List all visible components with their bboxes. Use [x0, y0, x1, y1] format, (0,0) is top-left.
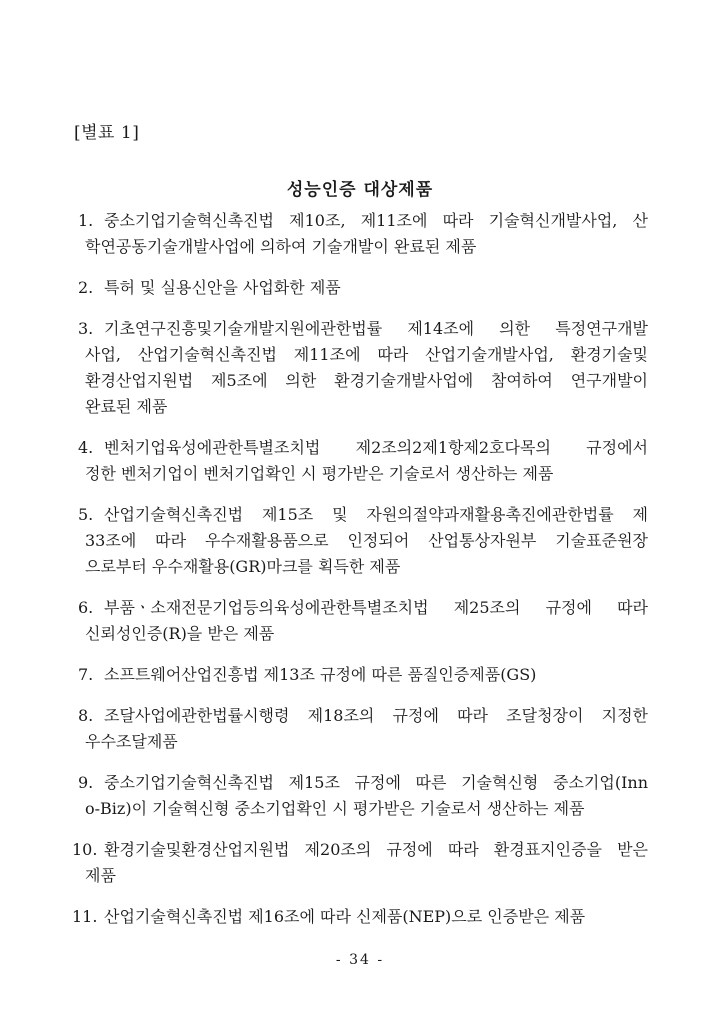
item-text-line: 산업기술혁신촉진법 제15조 및 자원의절약과재활용촉진에관한법률 제 [104, 505, 648, 524]
item-text-line: 조달사업에관한법률시행령 제18조의 규정에 따라 조달청장이 지정한 [104, 706, 648, 725]
item-number: 3. [78, 319, 94, 338]
item-number: 8. [78, 706, 94, 725]
item-text-line: 사업, 산업기술혁신촉진법 제11조에 따라 산업기술개발사업, 환경기술및 [85, 345, 648, 364]
list-item [78, 595, 648, 647]
item-text-line: 정한 벤처기업이 벤처기업확인 시 평가받은 기술로서 생산하는 제품 [85, 464, 554, 483]
item-text-line: 으로부터 우수재활용(GR)마크를 획득한 제품 [85, 557, 401, 576]
item-number: 2. [78, 278, 94, 297]
item-text-line: 기초연구진흥및기술개발지원에관한법률 제14조에 의한 특정연구개발 [104, 319, 648, 338]
item-text-line: 제품 [85, 866, 116, 885]
item-text-line: 소프트웨어산업진흥법 제13조 규정에 따른 품질인증제품(GS) [104, 665, 537, 684]
item-text-line: 완료된 제품 [85, 397, 168, 416]
item-text-line: 부품ㆍ소재전문기업등의육성에관한특별조치법 제25조의 규정에 따라 [104, 598, 648, 617]
page-number: - 34 - [335, 952, 385, 968]
list-item [78, 703, 648, 755]
item-text-line: 학연공동기술개발사업에 의하여 기술개발이 완료된 제품 [85, 237, 477, 256]
item-text-line: 환경기술및환경산업지원법 제20조의 규정에 따라 환경표지인증을 받은 [104, 840, 648, 859]
item-text-line: 특허 및 실용신안을 사업화한 제품 [104, 278, 341, 297]
list-item [78, 502, 648, 580]
item-text-line: 환경산업지원법 제5조에 의한 환경기술개발사업에 참여하여 연구개발이 [85, 371, 648, 390]
item-text-line: 우수조달제품 [85, 732, 178, 751]
item-text-line: 벤처기업육성에관한특별조치법 제2조의2제1항제2호다목의 규정에서 [104, 438, 648, 457]
list-item [78, 316, 648, 420]
list-item [78, 435, 648, 487]
list-item [72, 837, 648, 889]
document-title: 성능인증 대상제품 [286, 180, 434, 200]
item-number: 10. [72, 840, 98, 859]
item-number: 5. [78, 505, 94, 524]
list-item [78, 770, 648, 822]
item-list [72, 208, 648, 945]
item-text-line: o-Biz)이 기술혁신형 중소기업확인 시 평가받은 기술로서 생산하는 제품 [85, 799, 585, 818]
attachment-label: [별표 1] [74, 123, 140, 143]
item-number: 7. [78, 665, 94, 684]
item-number: 1. [78, 211, 94, 230]
item-number: 9. [78, 773, 94, 792]
list-item [78, 275, 648, 301]
item-text-line: 신뢰성인증(R)을 받은 제품 [85, 624, 275, 643]
list-item [78, 662, 648, 688]
item-number: 4. [78, 438, 94, 457]
item-number: 11. [72, 907, 98, 926]
list-item [78, 208, 648, 260]
item-number: 6. [78, 598, 94, 617]
item-text-line: 33조에 따라 우수재활용품으로 인정되어 산업통상자원부 기술표준원장 [85, 531, 648, 550]
list-item [72, 904, 648, 930]
item-text-line: 중소기업기술혁신촉진법 제15조 규정에 따른 기술혁신형 중소기업(Inn [104, 773, 648, 792]
item-text-line: 산업기술혁신촉진법 제16조에 따라 신제품(NEP)으로 인증받은 제품 [104, 907, 586, 926]
item-text-line: 중소기업기술혁신촉진법 제10조, 제11조에 따라 기술혁신개발사업, 산 [104, 211, 648, 230]
